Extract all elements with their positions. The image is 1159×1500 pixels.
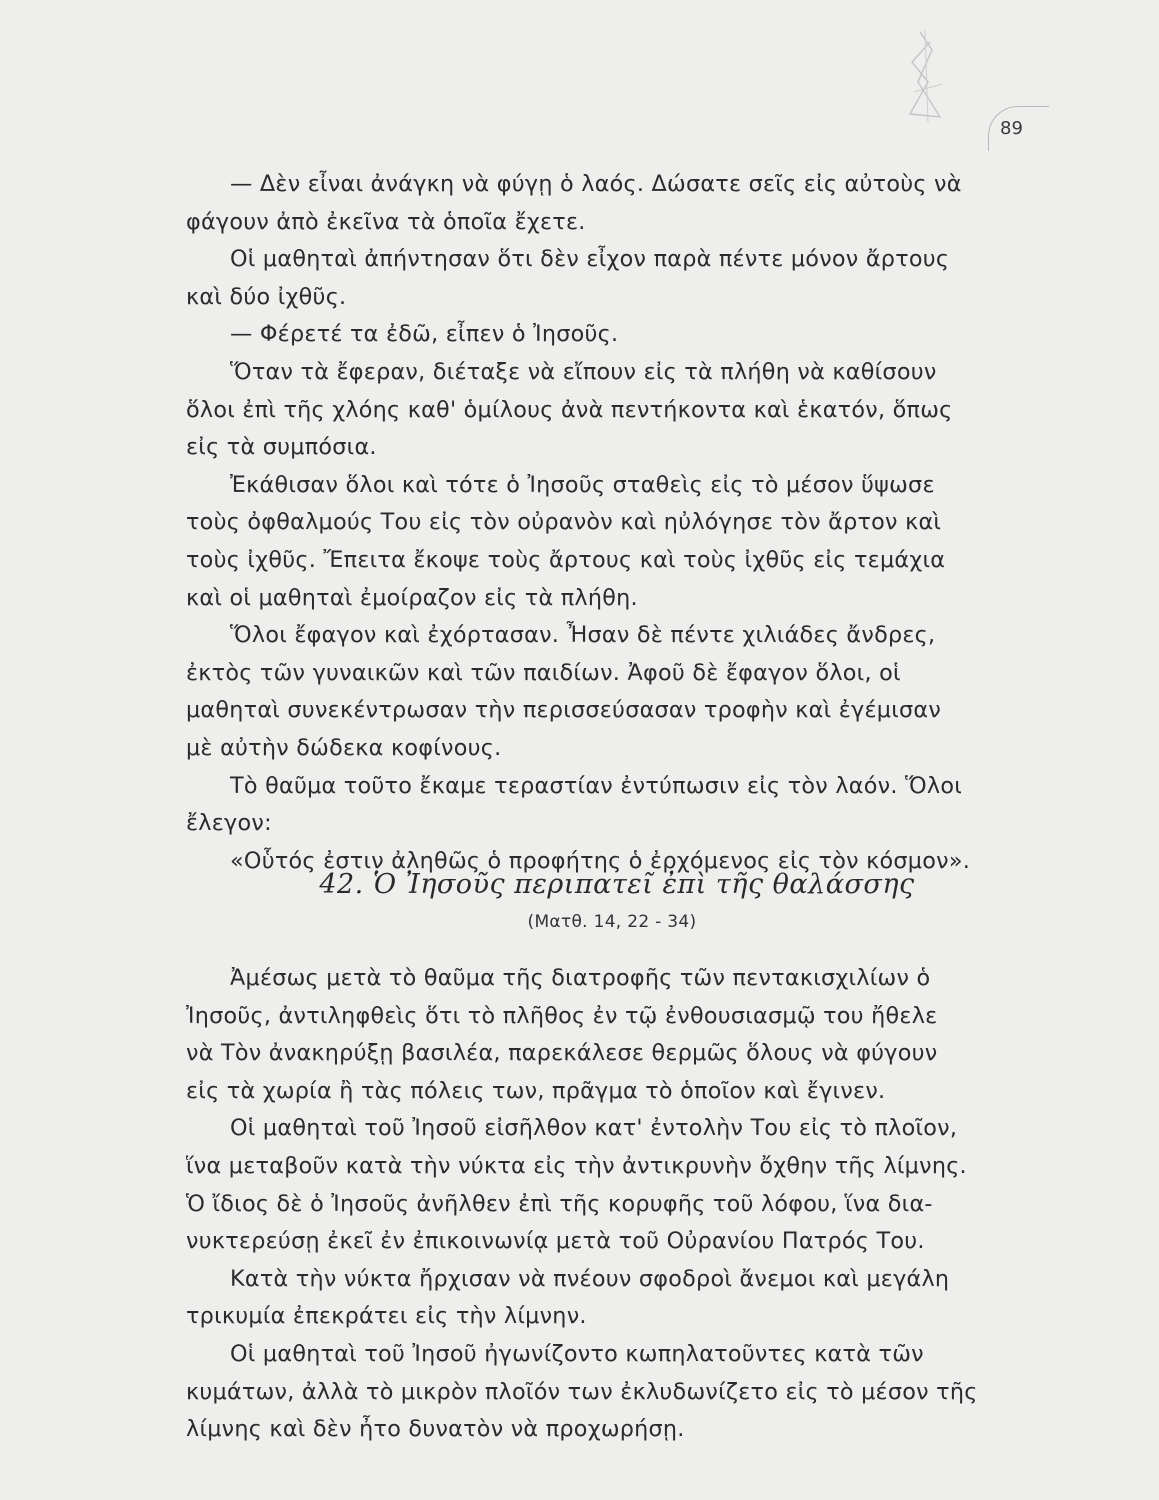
text-line: φάγουν ἀπὸ ἐκεῖνα τὰ ὁποῖα ἔχετε.	[186, 208, 586, 235]
text-line: Ὁ ἴδιος δὲ ὁ Ἰησοῦς ἀνῆλθεν ἐπὶ τῆς κορυφῆς τοῦ λόφου, ἵνα δια-	[186, 1190, 933, 1217]
text-line: ὅλοι ἐπὶ τῆς χλόης καθ' ὁμίλους ἀνὰ πεντήκοντα καὶ ἑκατόν, ὅπως	[186, 396, 953, 423]
text-line: — Δὲν εἶναι ἀνάγκη νὰ φύγῃ ὁ λαός. Δώσατε σεῖς εἰς αὐτοὺς νὰ	[230, 171, 962, 197]
text-line: λίμνης καὶ δὲν ἦτο δυνατὸν νὰ προχωρήσῃ.	[186, 1416, 685, 1443]
text-line: Ὅλοι ἔφαγον καὶ ἐχόρτασαν. Ἦσαν δὲ πέντε χιλιάδες ἄνδρες,	[230, 622, 936, 649]
text-line: «Οὗτός ἐστιν ἀληθῶς ὁ προφήτης ὁ ἐρχόμενος εἰς τὸν κόσμον».	[230, 847, 971, 874]
text-line: ἵνα μεταβοῦν κατὰ τὴν νύκτα εἰς τὴν ἀντικρυνὴν ὄχθην τῆς λίμνης.	[186, 1152, 967, 1179]
text-line: τρικυμία ἐπεκράτει εἰς τὴν λίμνην.	[186, 1303, 587, 1330]
text-line: Τὸ θαῦμα τοῦτο ἔκαμε τεραστίαν ἐντύπωσιν εἰς τὸν λαόν. Ὅλοι	[230, 772, 963, 799]
body-text-section-1	[186, 166, 1018, 880]
text-line: Ἀμέσως μετὰ τὸ θαῦμα τῆς διατροφῆς τῶν πεντακισχιλίων ὁ	[230, 965, 931, 991]
text-line: τοὺς ὀφθαλμούς Του εἰς τὸν οὐρανὸν καὶ ηὐλόγησε τὸν ἄρτον καὶ	[186, 509, 942, 536]
text-line: Ἐκάθισαν ὅλοι καὶ τότε ὁ Ἰησοῦς σταθεὶς εἰς τὸ μέσον ὕψωσε	[230, 471, 935, 498]
scripture-reference: (Ματθ. 14, 22 - 34)	[527, 912, 697, 932]
text-line: κυμάτων, ἀλλὰ τὸ μικρὸν πλοῖόν των ἐκλυδωνίζετο εἰς τὸ μέσον τῆς	[186, 1378, 978, 1405]
text-line: εἰς τὰ συμπόσια.	[186, 434, 377, 461]
text-line: Ὅταν τὰ ἔφεραν, διέταξε νὰ εἴπουν εἰς τὰ πλήθη νὰ καθίσουν	[230, 358, 937, 385]
text-line: καὶ οἱ μαθηταὶ ἐμοίραζον εἰς τὰ πλήθη.	[186, 584, 638, 611]
text-line: Οἱ μαθηταὶ τοῦ Ἰησοῦ ἠγωνίζοντο κωπηλατοῦντες κατὰ τῶν	[230, 1340, 924, 1367]
text-line: μαθηταὶ συνεκέντρωσαν τὴν περισσεύσασαν τροφὴν καὶ ἐγέμισαν	[186, 697, 942, 724]
text-line: ἔλεγον:	[186, 810, 272, 837]
text-line: μὲ αὐτὴν δώδεκα κοφίνους.	[186, 734, 502, 761]
page-number: 89	[1000, 118, 1023, 139]
text-line: τοὺς ἰχθῦς. Ἔπειτα ἔκοψε τοὺς ἄρτους καὶ τοὺς ἰχθῦς εἰς τεμάχια	[186, 546, 946, 573]
text-line: — Φέρετέ τα ἐδῶ, εἶπεν ὁ Ἰησοῦς.	[230, 321, 619, 348]
text-line: καὶ δύο ἰχθῦς.	[186, 283, 347, 310]
pencil-sketch-mark	[890, 22, 960, 132]
text-line: ἐκτὸς τῶν γυναικῶν καὶ τῶν παιδίων. Ἀφοῦ δὲ ἔφαγον ὅλοι, οἱ	[186, 659, 901, 686]
text-line: νυκτερεύσῃ ἐκεῖ ἐν ἐπικοινωνίᾳ μετὰ τοῦ Οὐρανίου Πατρός Του.	[186, 1228, 925, 1255]
text-line: Ἰησοῦς, ἀντιληφθεὶς ὅτι τὸ πλῆθος ἐν τῷ ἐνθουσιασμῷ του ἤθελε	[186, 1002, 938, 1029]
text-line: Κατὰ τὴν νύκτα ἤρχισαν νὰ πνέουν σφοδροὶ ἄνεμοι καὶ μεγάλη	[230, 1265, 950, 1292]
text-line: Οἱ μαθηταὶ τοῦ Ἰησοῦ εἰσῆλθον κατ' ἐντολὴν Του εἰς τὸ πλοῖον,	[230, 1115, 958, 1142]
chapter-title: 42. Ὁ Ἰησοῦς περιπατεῖ ἐπὶ τῆς θαλάσσης	[319, 869, 915, 900]
body-text-section-2	[186, 960, 1018, 1449]
chapter-heading	[186, 862, 1018, 936]
text-line: νὰ Τὸν ἀνακηρύξῃ βασιλέα, παρεκάλεσε θερμῶς ὅλους νὰ φύγουν	[186, 1040, 938, 1067]
text-line: εἰς τὰ χωρία ἢ τὰς πόλεις των, πρᾶγμα τὸ ὁποῖον καὶ ἔγινεν.	[186, 1077, 886, 1104]
text-line: Οἱ μαθηταὶ ἀπήντησαν ὅτι δὲν εἶχον παρὰ πέντε μόνον ἄρτους	[230, 246, 950, 273]
